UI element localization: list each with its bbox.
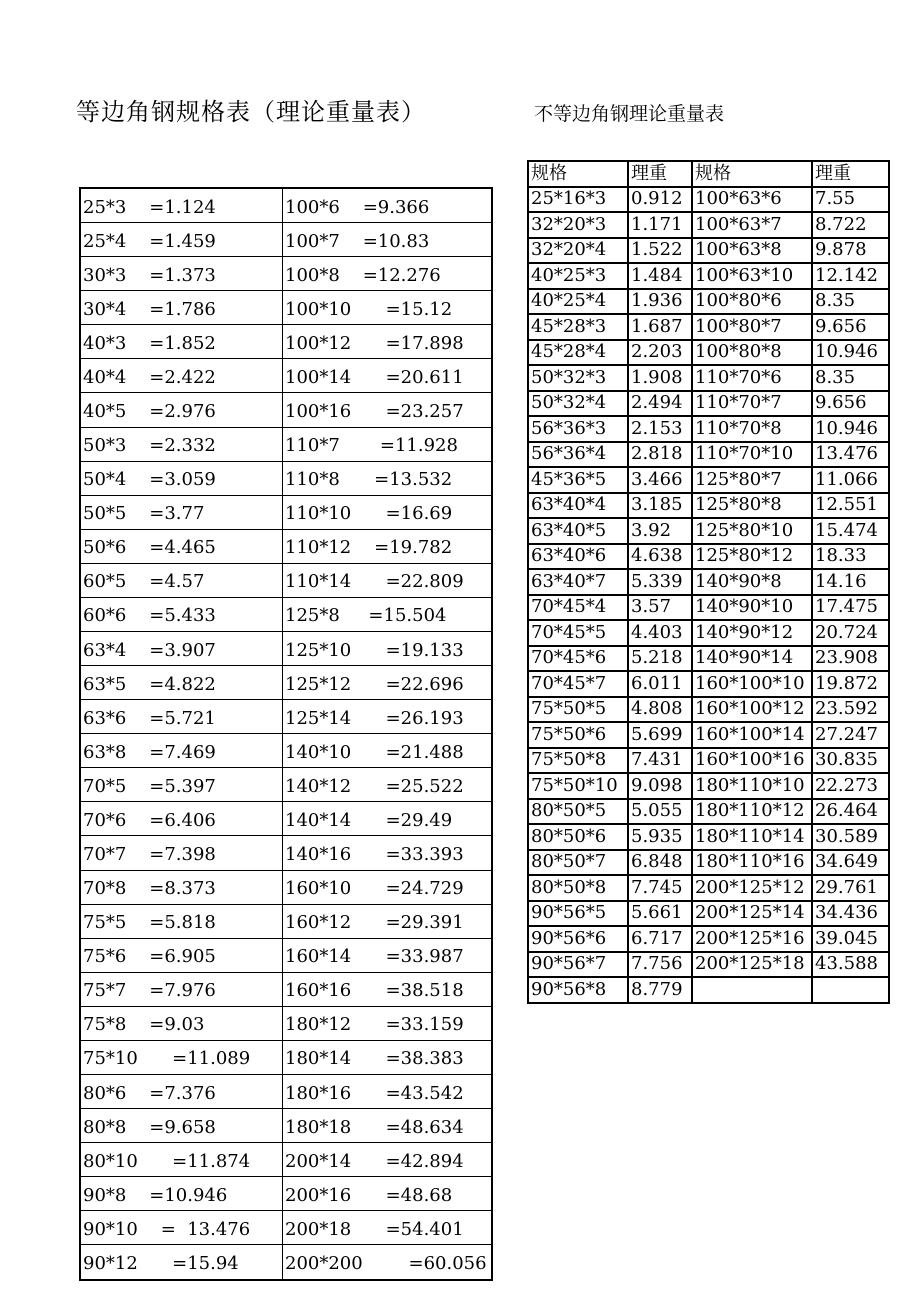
table-row — [528, 646, 889, 672]
table-row — [528, 544, 889, 570]
spec-cell: 90*56*5 — [528, 901, 628, 927]
weight-cell: 10.946 — [812, 340, 889, 366]
table-row — [528, 850, 889, 876]
table-row — [80, 1177, 492, 1211]
spec-cell: 50*32*4 — [528, 391, 628, 417]
weight-cell: 2.153 — [628, 416, 692, 442]
spec-cell: 70*45*4 — [528, 595, 628, 621]
spec-cell: 56*36*4 — [528, 442, 628, 468]
spec-cell: 90*56*6 — [528, 926, 628, 952]
spec-cell: 180*110*16 — [692, 850, 812, 876]
weight-cell: 3.466 — [628, 467, 692, 493]
spec-cell: 63*40*6 — [528, 544, 628, 570]
spec-weight-cell-left: 80*10 =11.874 — [80, 1143, 283, 1177]
spec-weight-cell-right: 100*12 =17.898 — [283, 325, 493, 359]
weight-cell: 6.848 — [628, 850, 692, 876]
table-row — [80, 223, 492, 257]
table-row — [80, 461, 492, 495]
spec-cell: 180*110*10 — [692, 773, 812, 799]
table-row — [80, 1143, 492, 1177]
table-row — [528, 569, 889, 595]
spec-weight-cell-right: 140*12 =25.522 — [283, 768, 493, 802]
header-weight-2: 理重 — [812, 161, 889, 187]
table-row — [528, 773, 889, 799]
spec-cell: 180*110*14 — [692, 824, 812, 850]
spec-cell: 160*100*10 — [692, 671, 812, 697]
table-row — [528, 748, 889, 774]
weight-cell: 1.484 — [628, 263, 692, 289]
spec-cell: 200*125*14 — [692, 901, 812, 927]
spec-cell: 100*63*8 — [692, 238, 812, 264]
weight-cell: 7.431 — [628, 748, 692, 774]
spec-weight-cell-left: 50*5 =3.77 — [80, 495, 283, 529]
spec-cell: 200*125*18 — [692, 952, 812, 978]
table-row — [80, 495, 492, 529]
table-row — [80, 938, 492, 972]
table-row — [80, 836, 492, 870]
spec-cell: 75*50*5 — [528, 697, 628, 723]
spec-cell: 80*50*8 — [528, 875, 628, 901]
spec-weight-cell-left: 70*8 =8.373 — [80, 870, 283, 904]
spec-cell: 110*70*10 — [692, 442, 812, 468]
spec-cell: 40*25*3 — [528, 263, 628, 289]
spec-weight-cell-left: 63*5 =4.822 — [80, 666, 283, 700]
weight-cell: 43.588 — [812, 952, 889, 978]
table-row — [80, 1109, 492, 1143]
spec-weight-cell-left: 25*4 =1.459 — [80, 223, 283, 257]
spec-cell: 200*125*16 — [692, 926, 812, 952]
weight-cell: 9.656 — [812, 391, 889, 417]
spec-cell: 80*50*5 — [528, 799, 628, 825]
weight-cell: 6.011 — [628, 671, 692, 697]
spec-weight-cell-left: 75*8 =9.03 — [80, 1006, 283, 1040]
table-row — [528, 952, 889, 978]
spec-cell: 40*25*4 — [528, 289, 628, 315]
weight-cell: 9.878 — [812, 238, 889, 264]
spec-weight-cell-right: 200*16 =48.68 — [283, 1177, 493, 1211]
spec-cell — [692, 977, 812, 1003]
spec-weight-cell-left: 50*4 =3.059 — [80, 461, 283, 495]
spec-cell: 45*36*5 — [528, 467, 628, 493]
weight-cell: 3.185 — [628, 493, 692, 519]
table-row — [80, 291, 492, 325]
unequal-angle-table-title: 不等边角钢理论重量表 — [534, 103, 725, 125]
spec-weight-cell-right: 180*14 =38.383 — [283, 1040, 493, 1074]
table-row — [80, 325, 492, 359]
weight-cell: 12.551 — [812, 493, 889, 519]
spec-weight-cell-right: 160*12 =29.391 — [283, 904, 493, 938]
table-row — [528, 263, 889, 289]
spec-weight-cell-right: 140*14 =29.49 — [283, 802, 493, 836]
spec-weight-cell-right: 140*10 =21.488 — [283, 734, 493, 768]
spec-cell: 100*63*10 — [692, 263, 812, 289]
spec-cell: 80*50*7 — [528, 850, 628, 876]
spec-weight-cell-left: 70*7 =7.398 — [80, 836, 283, 870]
spec-weight-cell-left: 70*5 =5.397 — [80, 768, 283, 802]
weight-cell: 18.33 — [812, 544, 889, 570]
spec-weight-cell-right: 100*6 =9.366 — [283, 188, 493, 223]
table-header-row — [528, 161, 889, 187]
spec-cell: 90*56*7 — [528, 952, 628, 978]
spec-weight-cell-right: 100*8 =12.276 — [283, 257, 493, 291]
spec-cell: 160*100*16 — [692, 748, 812, 774]
spec-weight-cell-right: 180*18 =48.634 — [283, 1109, 493, 1143]
spec-weight-cell-right: 160*10 =24.729 — [283, 870, 493, 904]
spec-cell: 90*56*8 — [528, 977, 628, 1003]
table-row — [528, 671, 889, 697]
spec-weight-cell-left: 30*3 =1.373 — [80, 257, 283, 291]
table-row — [528, 238, 889, 264]
weight-cell: 20.724 — [812, 620, 889, 646]
weight-cell: 1.522 — [628, 238, 692, 264]
spec-cell: 100*63*7 — [692, 212, 812, 238]
spec-weight-cell-right: 100*14 =20.611 — [283, 359, 493, 393]
table-row — [80, 972, 492, 1006]
spec-cell: 110*70*7 — [692, 391, 812, 417]
spec-cell: 70*45*5 — [528, 620, 628, 646]
spec-cell: 100*80*6 — [692, 289, 812, 315]
spec-weight-cell-left: 30*4 =1.786 — [80, 291, 283, 325]
spec-cell: 45*28*3 — [528, 314, 628, 340]
spec-cell: 32*20*4 — [528, 238, 628, 264]
spec-cell: 25*16*3 — [528, 187, 628, 213]
spec-cell: 110*70*6 — [692, 365, 812, 391]
table-row — [528, 595, 889, 621]
table-row — [80, 393, 492, 427]
table-row — [80, 632, 492, 666]
table-row — [80, 700, 492, 734]
table-row — [528, 977, 889, 1003]
spec-cell: 50*32*3 — [528, 365, 628, 391]
table-row — [528, 187, 889, 213]
header-spec-2: 规格 — [692, 161, 812, 187]
weight-cell: 8.779 — [628, 977, 692, 1003]
spec-cell: 63*40*7 — [528, 569, 628, 595]
spec-weight-cell-left: 63*4 =3.907 — [80, 632, 283, 666]
weight-cell: 34.649 — [812, 850, 889, 876]
spec-cell: 100*80*7 — [692, 314, 812, 340]
weight-cell: 3.57 — [628, 595, 692, 621]
spec-weight-cell-right: 125*8 =15.504 — [283, 597, 493, 631]
table-row — [528, 875, 889, 901]
spec-weight-cell-left: 90*12 =15.94 — [80, 1245, 283, 1280]
spec-weight-cell-left: 50*6 =4.465 — [80, 529, 283, 563]
weight-cell: 8.35 — [812, 365, 889, 391]
weight-cell: 3.92 — [628, 518, 692, 544]
spec-weight-cell-right: 100*10 =15.12 — [283, 291, 493, 325]
table-row — [80, 427, 492, 461]
weight-cell: 1.687 — [628, 314, 692, 340]
table-row — [528, 493, 889, 519]
weight-cell: 1.936 — [628, 289, 692, 315]
spec-cell: 32*20*3 — [528, 212, 628, 238]
weight-cell: 19.872 — [812, 671, 889, 697]
spec-weight-cell-right: 125*14 =26.193 — [283, 700, 493, 734]
weight-cell: 26.464 — [812, 799, 889, 825]
weight-cell: 2.494 — [628, 391, 692, 417]
weight-cell: 9.098 — [628, 773, 692, 799]
header-weight-1: 理重 — [628, 161, 692, 187]
spec-weight-cell-right: 200*14 =42.894 — [283, 1143, 493, 1177]
weight-cell: 14.16 — [812, 569, 889, 595]
weight-cell: 8.722 — [812, 212, 889, 238]
table-row — [528, 824, 889, 850]
table-row — [528, 416, 889, 442]
spec-weight-cell-right: 110*8 =13.532 — [283, 461, 493, 495]
spec-weight-cell-left: 80*6 =7.376 — [80, 1075, 283, 1109]
spec-cell: 75*50*10 — [528, 773, 628, 799]
weight-cell: 34.436 — [812, 901, 889, 927]
weight-cell — [812, 977, 889, 1003]
table-row — [528, 365, 889, 391]
table-row — [528, 212, 889, 238]
table-row — [80, 1075, 492, 1109]
spec-cell: 80*50*6 — [528, 824, 628, 850]
spec-weight-cell-left: 75*7 =7.976 — [80, 972, 283, 1006]
table-row — [528, 391, 889, 417]
spec-weight-cell-right: 110*12 =19.782 — [283, 529, 493, 563]
table-row — [80, 1006, 492, 1040]
weight-cell: 4.808 — [628, 697, 692, 723]
spec-cell: 70*45*6 — [528, 646, 628, 672]
weight-cell: 2.818 — [628, 442, 692, 468]
table-row — [80, 1211, 492, 1245]
table-row — [528, 314, 889, 340]
spec-cell: 180*110*12 — [692, 799, 812, 825]
spec-cell: 200*125*12 — [692, 875, 812, 901]
table-row — [528, 722, 889, 748]
spec-weight-cell-left: 75*6 =6.905 — [80, 938, 283, 972]
weight-cell: 10.946 — [812, 416, 889, 442]
spec-cell: 100*63*6 — [692, 187, 812, 213]
spec-weight-cell-left: 63*8 =7.469 — [80, 734, 283, 768]
table-row — [80, 1245, 492, 1280]
weight-cell: 13.476 — [812, 442, 889, 468]
spec-weight-cell-right: 100*7 =10.83 — [283, 223, 493, 257]
spec-cell: 75*50*6 — [528, 722, 628, 748]
spec-weight-cell-right: 140*16 =33.393 — [283, 836, 493, 870]
weight-cell: 0.912 — [628, 187, 692, 213]
spec-weight-cell-right: 200*18 =54.401 — [283, 1211, 493, 1245]
table-row — [80, 734, 492, 768]
weight-cell: 7.756 — [628, 952, 692, 978]
spec-weight-cell-right: 125*12 =22.696 — [283, 666, 493, 700]
spec-cell: 160*100*14 — [692, 722, 812, 748]
weight-cell: 29.761 — [812, 875, 889, 901]
spec-weight-cell-right: 110*10 =16.69 — [283, 495, 493, 529]
spec-weight-cell-left: 90*8 =10.946 — [80, 1177, 283, 1211]
weight-cell: 5.935 — [628, 824, 692, 850]
weight-cell: 5.661 — [628, 901, 692, 927]
table-row — [80, 870, 492, 904]
weight-cell: 11.066 — [812, 467, 889, 493]
spec-weight-cell-left: 70*6 =6.406 — [80, 802, 283, 836]
table-row — [80, 802, 492, 836]
weight-cell: 8.35 — [812, 289, 889, 315]
weight-cell: 1.171 — [628, 212, 692, 238]
table-row — [528, 799, 889, 825]
unequal-angle-weight-table — [527, 160, 890, 1004]
table-row — [528, 289, 889, 315]
spec-weight-cell-left: 60*5 =4.57 — [80, 563, 283, 597]
table-row — [528, 340, 889, 366]
spec-cell: 63*40*4 — [528, 493, 628, 519]
weight-cell: 30.589 — [812, 824, 889, 850]
spec-weight-cell-left: 40*3 =1.852 — [80, 325, 283, 359]
table-row — [80, 529, 492, 563]
spec-cell: 160*100*12 — [692, 697, 812, 723]
spec-cell: 140*90*12 — [692, 620, 812, 646]
weight-cell: 5.055 — [628, 799, 692, 825]
weight-cell: 7.745 — [628, 875, 692, 901]
weight-cell: 6.717 — [628, 926, 692, 952]
weight-cell: 4.403 — [628, 620, 692, 646]
table-row — [528, 467, 889, 493]
weight-cell: 5.339 — [628, 569, 692, 595]
spec-weight-cell-left: 60*6 =5.433 — [80, 597, 283, 631]
spec-weight-cell-left: 75*5 =5.818 — [80, 904, 283, 938]
table-row — [80, 666, 492, 700]
spec-cell: 63*40*5 — [528, 518, 628, 544]
spec-weight-cell-right: 160*14 =33.987 — [283, 938, 493, 972]
table-row — [80, 904, 492, 938]
table-row — [528, 697, 889, 723]
weight-cell: 12.142 — [812, 263, 889, 289]
weight-cell: 2.203 — [628, 340, 692, 366]
table-row — [80, 359, 492, 393]
weight-cell: 15.474 — [812, 518, 889, 544]
spec-weight-cell-left: 90*10 = 13.476 — [80, 1211, 283, 1245]
weight-cell: 9.656 — [812, 314, 889, 340]
table-row — [528, 518, 889, 544]
spec-weight-cell-left: 40*5 =2.976 — [80, 393, 283, 427]
spec-weight-cell-right: 200*200 =60.056 — [283, 1245, 493, 1280]
spec-weight-cell-left: 63*6 =5.721 — [80, 700, 283, 734]
spec-weight-cell-right: 110*7 =11.928 — [283, 427, 493, 461]
spec-cell: 125*80*8 — [692, 493, 812, 519]
spec-cell: 140*90*10 — [692, 595, 812, 621]
spec-cell: 125*80*12 — [692, 544, 812, 570]
spec-weight-cell-left: 40*4 =2.422 — [80, 359, 283, 393]
spec-cell: 125*80*10 — [692, 518, 812, 544]
table-row — [528, 442, 889, 468]
table-row — [80, 257, 492, 291]
weight-cell: 22.273 — [812, 773, 889, 799]
spec-weight-cell-right: 100*16 =23.257 — [283, 393, 493, 427]
table-row — [528, 926, 889, 952]
spec-weight-cell-right: 180*12 =33.159 — [283, 1006, 493, 1040]
spec-cell: 75*50*8 — [528, 748, 628, 774]
weight-cell: 23.592 — [812, 697, 889, 723]
weight-cell: 23.908 — [812, 646, 889, 672]
weight-cell: 5.218 — [628, 646, 692, 672]
spec-weight-cell-right: 110*14 =22.809 — [283, 563, 493, 597]
spec-weight-cell-left: 50*3 =2.332 — [80, 427, 283, 461]
table-row — [528, 901, 889, 927]
spec-cell: 140*90*8 — [692, 569, 812, 595]
spec-cell: 56*36*3 — [528, 416, 628, 442]
weight-cell: 17.475 — [812, 595, 889, 621]
spec-weight-cell-left: 75*10 =11.089 — [80, 1040, 283, 1074]
spec-weight-cell-left: 25*3 =1.124 — [80, 188, 283, 223]
table-row — [80, 1040, 492, 1074]
spec-cell: 110*70*8 — [692, 416, 812, 442]
equal-angle-table-title: 等边角钢规格表（理论重量表） — [76, 98, 426, 126]
spec-cell: 140*90*14 — [692, 646, 812, 672]
spec-weight-cell-right: 180*16 =43.542 — [283, 1075, 493, 1109]
weight-cell: 7.55 — [812, 187, 889, 213]
table-row — [80, 188, 492, 223]
table-row — [80, 597, 492, 631]
spec-cell: 45*28*4 — [528, 340, 628, 366]
table-row — [528, 620, 889, 646]
weight-cell: 27.247 — [812, 722, 889, 748]
table-row — [80, 563, 492, 597]
header-spec-1: 规格 — [528, 161, 628, 187]
weight-cell: 30.835 — [812, 748, 889, 774]
spec-cell: 125*80*7 — [692, 467, 812, 493]
weight-cell: 1.908 — [628, 365, 692, 391]
spec-cell: 100*80*8 — [692, 340, 812, 366]
spec-cell: 70*45*7 — [528, 671, 628, 697]
weight-cell: 39.045 — [812, 926, 889, 952]
equal-angle-weight-table — [79, 187, 493, 1281]
table-row — [80, 768, 492, 802]
spec-weight-cell-right: 160*16 =38.518 — [283, 972, 493, 1006]
weight-cell: 4.638 — [628, 544, 692, 570]
spec-weight-cell-left: 80*8 =9.658 — [80, 1109, 283, 1143]
weight-cell: 5.699 — [628, 722, 692, 748]
spec-weight-cell-right: 125*10 =19.133 — [283, 632, 493, 666]
